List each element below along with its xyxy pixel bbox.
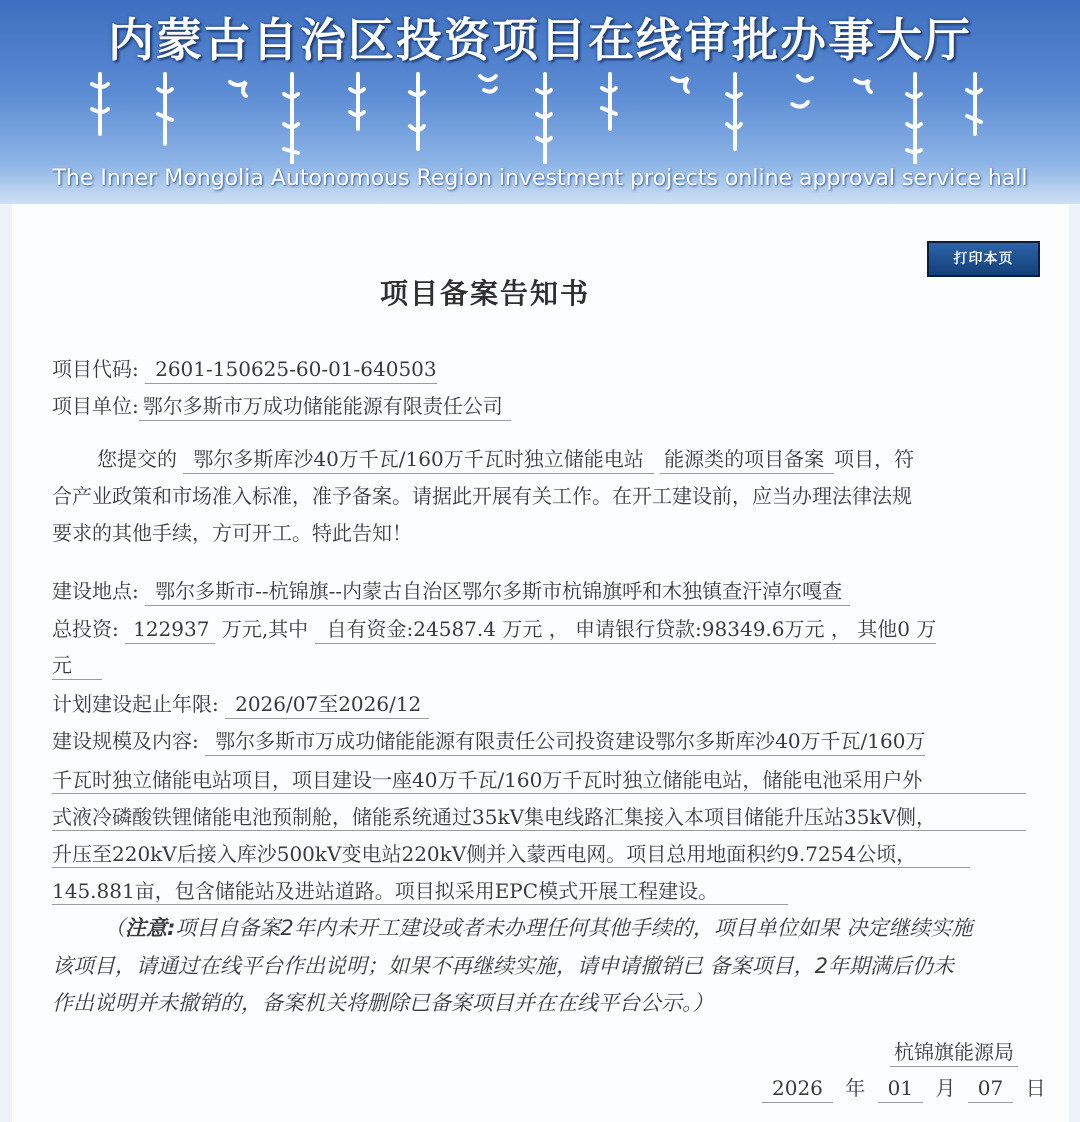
site-title-cn: 内蒙古自治区投资项目在线审批办事大厅: [108, 13, 972, 67]
project-unit-value: 鄂尔多斯市万成功储能能源有限责任公司: [139, 392, 511, 421]
mongolian-script-decoration: [80, 64, 1000, 164]
year-label: 年: [845, 1076, 866, 1100]
investment-row: [52, 615, 936, 644]
date-day: 07: [968, 1074, 1013, 1103]
notice-open: （: [104, 916, 125, 940]
investment-label: 总投资:: [52, 617, 119, 641]
project-code-label: 项目代码:: [52, 357, 139, 381]
site-title-en: The Inner Mongolia Autonomous Region investment projects online approval service hall: [52, 166, 1028, 191]
project-name: 鄂尔多斯库沙40万千瓦/160万千瓦时独立储能电站: [183, 445, 653, 474]
location-label: 建设地点:: [52, 579, 139, 603]
project-code-row: [52, 355, 437, 384]
date-month: 01: [878, 1074, 923, 1103]
scale-label: 建设规模及内容:: [52, 729, 199, 753]
intro-line-3: 要求的其他手续，方可开工。特此告知！: [52, 521, 412, 545]
day-label: 日: [1025, 1076, 1046, 1100]
notice-line-1: [104, 910, 1080, 947]
intro-line1-end: 项目，符: [834, 447, 915, 471]
print-page-button[interactable]: 打印本页: [927, 241, 1040, 277]
investment-tail-row: [52, 651, 102, 680]
issuer-row: [890, 1038, 1018, 1067]
investment-total: 122937: [125, 615, 215, 644]
period-label: 计划建设起止年限:: [52, 692, 219, 716]
scale-row: [52, 727, 925, 756]
project-code-value: 2601-150625-60-01-640503: [145, 355, 437, 384]
location-row: [52, 577, 850, 606]
header-banner: [0, 0, 1080, 204]
notice-line-3: 作出说明并未撤销的，备案机关将删除已备案项目并在在线平台公示。）: [52, 991, 714, 1015]
period-value: 2026/07至2026/12: [225, 690, 429, 719]
month-label: 月: [935, 1076, 956, 1100]
investment-detail: 自有资金:24587.4 万元 ， 申请银行贷款:98349.6万元 ， 其他0 万: [315, 615, 937, 644]
scale-line-5: 145.881亩，包含储能站及进站道路。项目拟采用EPC模式开展工程建设。: [52, 875, 788, 905]
date-year: 2026: [762, 1074, 833, 1103]
issuer-name: 杭锦旗能源局: [890, 1038, 1018, 1067]
scale-line-2: 千瓦时独立储能电站项目，项目建设一座40万千瓦/160万千瓦时独立储能电站，储能电池采用户外: [52, 764, 1026, 794]
intro-line-2: 合产业政策和市场准入标准，准予备案。请据此开展有关工作。在开工建设前，应当办理法律法规: [52, 484, 912, 508]
scale-line-1: 鄂尔多斯市万成功储能能源有限责任公司投资建设鄂尔多斯库沙40万千瓦/160万: [205, 727, 925, 756]
project-category: 能源类的项目备案: [660, 445, 834, 474]
period-row: [52, 690, 429, 719]
page-title: 项目备案告知书: [380, 277, 591, 310]
intro-prefix: 您提交的: [97, 447, 177, 471]
project-unit-label: 项目单位:: [52, 394, 139, 418]
notice-line-2: 该项目，请通过在线平台作出说明；如果不再继续实施，请申请撤销已 备案项目，2年期满后仍未: [52, 954, 955, 978]
scale-line-4: 升压至220kV后接入库沙500kV变电站220kV侧并入蒙西电网。项目总用地面积约9.7254公顷，: [52, 838, 970, 868]
project-unit-row: [52, 392, 511, 421]
intro-line-1: [97, 445, 914, 474]
investment-mid: 万元,其中: [221, 617, 309, 641]
date-row: [762, 1074, 1052, 1103]
investment-tail: 元: [52, 651, 102, 680]
notice-bold: 注意:: [125, 916, 176, 940]
scale-line-3: 式液冷磷酸铁锂储能电池预制舱，储能系统通过35kV集电线路汇集接入本项目储能升压站35kV侧，: [52, 801, 1026, 831]
notice-text-1: 项目自备案2年内未开工建设或者未办理任何其他手续的，项目单位如果 决定继续实施: [175, 916, 973, 940]
location-value: 鄂尔多斯市--杭锦旗--内蒙古自治区鄂尔多斯市杭锦旗呼和木独镇查汗淖尔嘎查: [145, 577, 850, 606]
